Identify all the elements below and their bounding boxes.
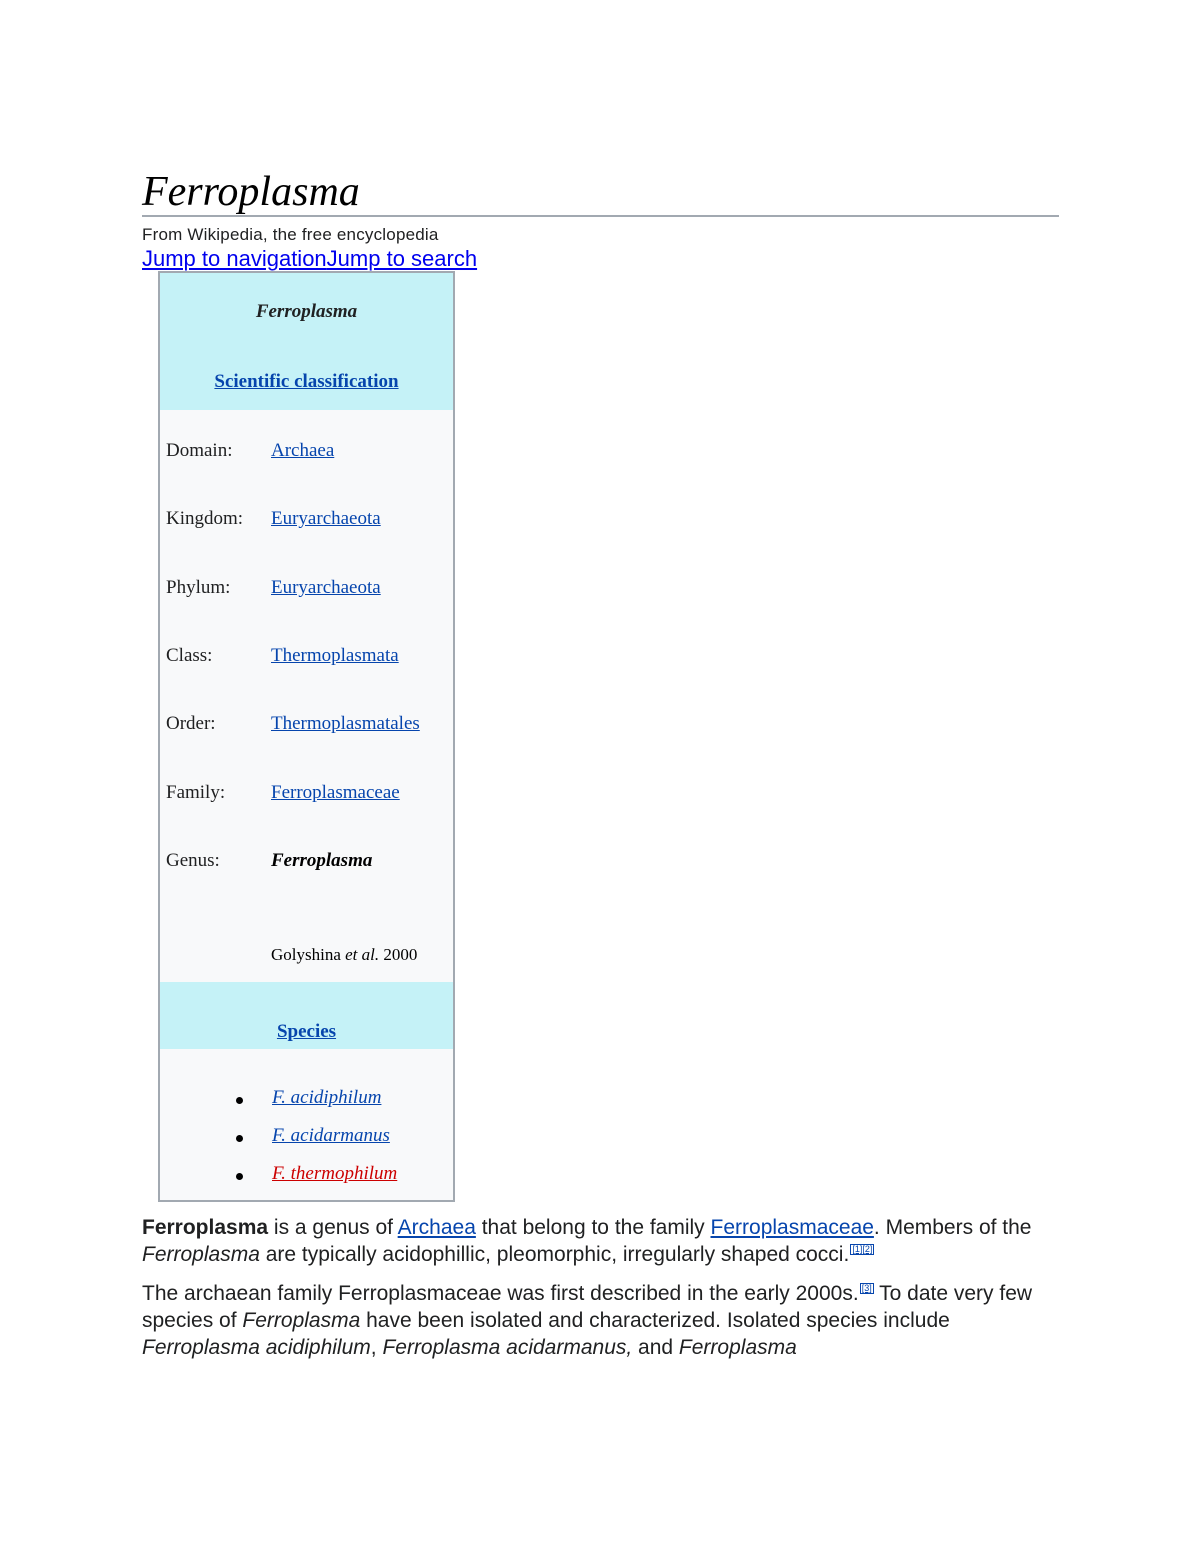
species-link-acidarmanus[interactable]: F. acidarmanus	[272, 1125, 390, 1146]
authority-year: 2000	[383, 945, 418, 964]
taxon-rank-order: Order:	[166, 713, 216, 734]
taxon-rank-family: Family:	[166, 782, 226, 803]
species-heading	[160, 1021, 453, 1043]
taxon-rank-kingdom: Kingdom:	[166, 508, 244, 529]
bullet-icon	[236, 1135, 243, 1142]
text-span: . Members of the	[873, 1216, 1032, 1239]
link-archaea[interactable]: Archaea	[397, 1216, 476, 1239]
title-divider	[142, 215, 1059, 217]
taxon-authority	[271, 945, 417, 965]
taxon-link-archaea[interactable]: Archaea	[271, 440, 335, 461]
article-body	[142, 1214, 1062, 1373]
text-span: are typically acidophillic, pleomorphic, irregularly shaped cocci.	[259, 1243, 850, 1266]
jump-to-navigation-link[interactable]: Jump to navigation	[142, 246, 327, 271]
taxon-value-family	[271, 782, 400, 804]
taxobox-title: Ferroplasma	[255, 301, 358, 322]
text-span: The archaean family Ferroplasmaceae was first described in the early 2000s.	[142, 1282, 859, 1305]
taxon-value-kingdom	[271, 508, 381, 530]
text-span: and	[632, 1336, 679, 1359]
taxon-rank-class: Class:	[166, 645, 213, 666]
taxon-link-kingdom[interactable]: Euryarchaeota	[271, 508, 381, 529]
text-span: To date very few species of	[142, 1282, 1033, 1332]
italic-genus: Ferroplasma	[142, 1243, 260, 1266]
authority-etal: et al.	[345, 945, 380, 964]
taxon-value-genus: Ferroplasma	[271, 850, 373, 871]
taxon-link-family[interactable]: Ferroplasmaceae	[271, 782, 400, 803]
taxon-link-phylum[interactable]: Euryarchaeota	[271, 577, 381, 598]
species-link-acidiphilum[interactable]: F. acidiphilum	[272, 1087, 382, 1108]
scientific-classification-link[interactable]: Scientific classification	[214, 371, 399, 392]
taxon-rank-phylum: Phylum:	[166, 577, 231, 598]
citation-3[interactable]: [3]	[861, 1283, 872, 1293]
page-title: Ferroplasma	[142, 169, 360, 215]
scientific-classification-heading	[160, 371, 453, 393]
taxon-link-class[interactable]: Thermoplasmata	[271, 645, 399, 666]
italic-genus: Ferroplasma	[678, 1336, 797, 1359]
text-span: ,	[370, 1336, 383, 1359]
taxobox	[158, 271, 455, 1202]
tagline: From Wikipedia, the free encyclopedia	[142, 225, 439, 244]
taxon-value-order	[271, 713, 420, 735]
citation-1-2[interactable]: [1][2]	[852, 1244, 873, 1254]
list-item	[160, 1163, 453, 1207]
italic-species: Ferroplasma acidarmanus,	[382, 1336, 633, 1359]
link-ferroplasmaceae[interactable]: Ferroplasmaceae	[710, 1216, 874, 1239]
authority-author: Golyshina	[271, 945, 341, 964]
italic-genus: Ferroplasma	[242, 1309, 361, 1332]
bullet-icon	[236, 1097, 243, 1104]
text-span: that belong to the family	[475, 1216, 711, 1239]
bold-genus-name: Ferroplasma	[142, 1216, 269, 1239]
text-span: is a genus of	[268, 1216, 398, 1239]
text-span: have been isolated and characterized. Isolated species include	[360, 1309, 950, 1332]
jump-to-search-link[interactable]: Jump to search	[326, 246, 478, 271]
paragraph-history	[142, 1280, 1062, 1361]
species-list	[160, 1087, 453, 1207]
italic-species: Ferroplasma acidiphilum	[142, 1336, 371, 1359]
species-link[interactable]: Species	[276, 1021, 337, 1042]
taxon-rank-domain: Domain:	[166, 440, 233, 461]
taxon-value-class	[271, 645, 399, 667]
species-link-thermophilum[interactable]: F. thermophilum	[272, 1163, 398, 1184]
taxon-value-domain	[271, 440, 334, 462]
paragraph-intro	[142, 1214, 1062, 1268]
taxon-link-order[interactable]: Thermoplasmatales	[271, 713, 420, 734]
jump-links	[142, 245, 477, 273]
taxobox-header	[160, 273, 453, 410]
bullet-icon	[236, 1173, 243, 1180]
taxon-rank-genus: Genus:	[166, 850, 220, 871]
taxon-value-phylum	[271, 577, 381, 599]
